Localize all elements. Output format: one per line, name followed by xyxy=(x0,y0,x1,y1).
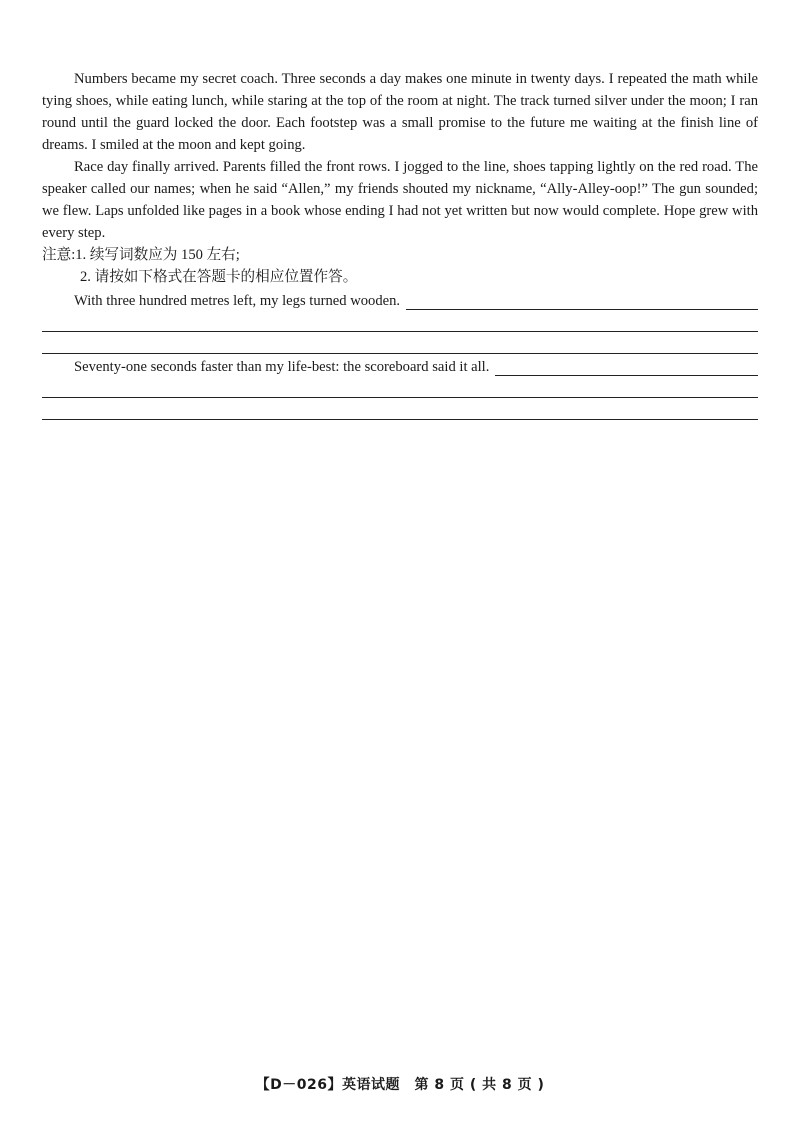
answer-line[interactable] xyxy=(42,398,758,420)
note-format: 2. 请按如下格式在答题卡的相应位置作答。 xyxy=(80,269,358,285)
answer-line[interactable] xyxy=(495,357,758,376)
writing-section-1 xyxy=(42,288,758,354)
answer-line[interactable] xyxy=(406,291,758,310)
answer-line[interactable] xyxy=(42,332,758,354)
paragraph-2-opening: Seventy-one seconds faster than my life-best: the scoreboard said it all. xyxy=(74,359,490,375)
writing-start-row-2 xyxy=(42,354,758,376)
page-footer: 【D－026】英语试题 第 8 页 ( 共 8 页 ) xyxy=(255,1077,545,1093)
answer-line[interactable] xyxy=(42,310,758,332)
passage-paragraph-1: Numbers became my secret coach. Three seconds a day makes one minute in twenty days. I repeated the math while tying shoes, while eating lunch, while staring at the top of the room at night. The track turned silver under the moon; I ran round until the guard locked the door. Each footstep was a small promise to the future me waiting at the finish line of dreams. I smiled at the moon and kept going. xyxy=(42,71,758,153)
paragraph-1-opening: With three hundred metres left, my legs turned wooden. xyxy=(74,293,401,309)
writing-start-row-1 xyxy=(42,288,758,310)
writing-section-2 xyxy=(42,354,758,420)
answer-line[interactable] xyxy=(42,376,758,398)
exam-page xyxy=(42,68,758,420)
note-word-count: 注意:1. 续写词数应为 150 左右; xyxy=(42,247,240,263)
passage-paragraph-2: Race day finally arrived. Parents filled the front rows. I jogged to the line, shoes tapping lightly on the red road. The speaker called our names; when he said “Allen,” my friends shouted my nickname, “Ally-Alley-oop!” The gun sounded; we flew. Laps unfolded like pages in a book whose ending I had not yet written but now would complete. Hope grew with every step. xyxy=(42,159,758,241)
